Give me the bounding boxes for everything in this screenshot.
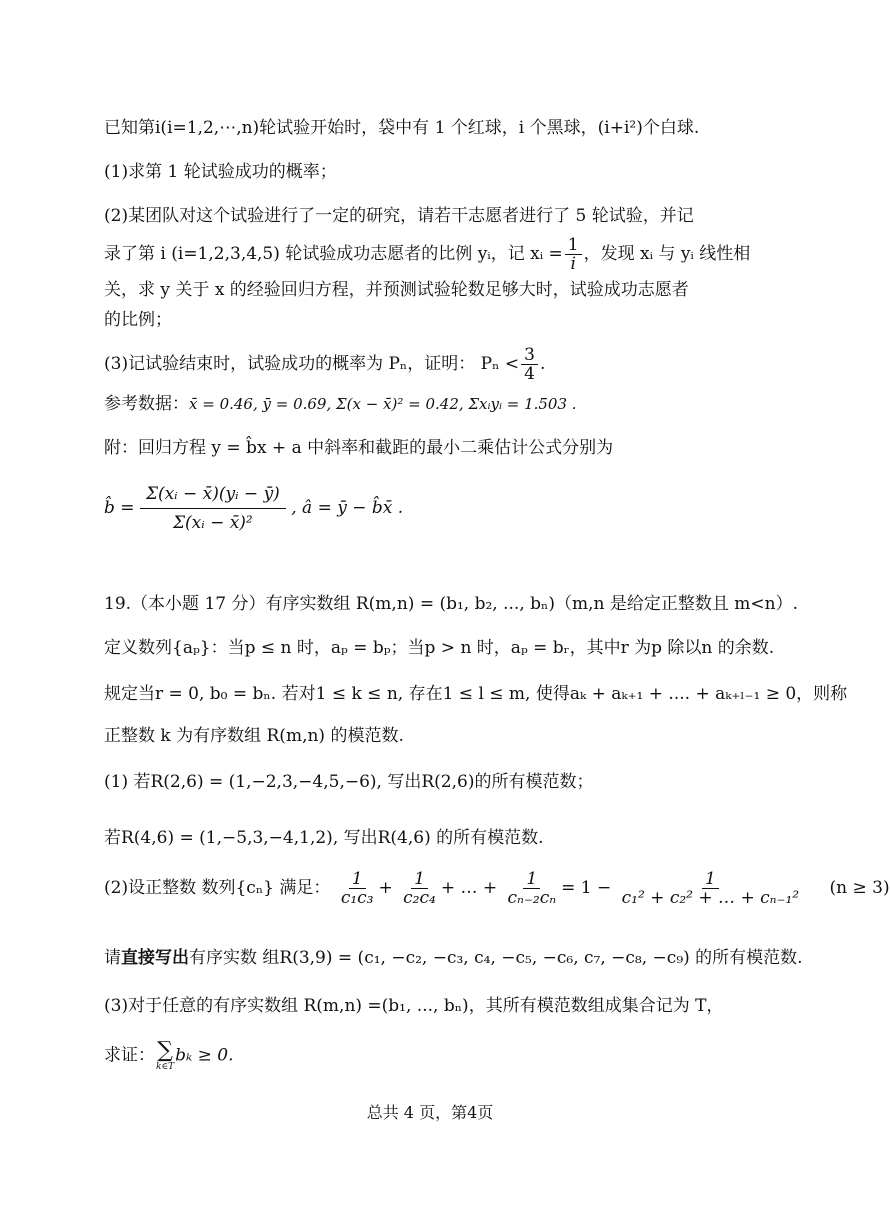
instruction-post: 有序实数 组R(3,9) = (c₁, −c₂, −c₃, c₄, −c₅, −c₆, c₇, −c₈, −c₉) 的所有模范数. [189, 948, 803, 968]
q19-line4: 正整数 k 为有序数组 R(m,n) 的模范数. [104, 726, 404, 746]
slope-fraction [140, 480, 286, 537]
q18-part2-line2 [104, 236, 820, 273]
q18-part2-line1: (2)某团队对这个试验进行了一定的研究，请若干志愿者进行了 5 轮试验，并记 [104, 206, 694, 226]
intercept-formula: , â = ȳ − b̂x̄ . [291, 498, 404, 518]
regression-formula: b̂ = $\frac{\text{Σ(xᵢ − x̄)(yᵢ − ȳ)}}{\text{Σ(xᵢ − x̄)²}}$ , â = ȳ − b̂x̄ . [104, 480, 820, 537]
q18-reference [104, 392, 820, 416]
page-footer: 总共 4 页，第4页 [366, 1103, 494, 1122]
slope-denominator: Σ(xᵢ − x̄)² [173, 513, 253, 533]
term-1: $\frac{1}{\text{c₁c₃}}$ [340, 869, 374, 908]
q18-note: 附：回归方程 y = b̂x + a 中斜率和截距的最小二乘估计公式分别为 [104, 438, 614, 458]
q18-part2-line3: 关，求 y 关于 x 的经验回归方程，并预测试验轮数足够大时，试验成功志愿者 [104, 280, 689, 300]
q19-part3: (3)对于任意的有序实数组 R(m,n) =(b₁, ..., bₙ)，其所有模范数组成集合记为 T， [104, 996, 724, 1016]
q19-part3-proof [104, 1040, 820, 1072]
proof-pre: 求证： [104, 1045, 155, 1066]
q19-line3: 规定当r = 0, b₀ = bₙ. 若对1 ≤ k ≤ n, 存在1 ≤ l ≤ m, 使得aₖ + aₖ₊₁ + .... + aₖ₊ₗ₋₁ ≥ 0，则称 [104, 684, 848, 704]
reference-label: 参考数据： [104, 394, 189, 414]
term-n: $\frac{1}{\text{cₙ₋₂cₙ}}$ [507, 869, 557, 908]
instruction-bold: 直接写出 [121, 948, 189, 968]
reference-values: x̄ = 0.46, ȳ = 0.69, Σ(x − x̄)² = 0.42, Σxᵢyᵢ = 1.503 . [189, 395, 577, 413]
slope-numerator: Σ(xᵢ − x̄)(yᵢ − ȳ) [140, 480, 286, 509]
q19-part2-condition: (n ≥ 3) [829, 878, 890, 898]
q19-line1: 19.（本小题 17 分）有序实数组 R(m,n) = (b₁, b₂, ..., bₙ)（m,n 是给定正整数且 m<n）. [104, 594, 798, 614]
q19-part2: (2)设正整数 数列{cₙ} 满足： $\frac{1}{\text{c₁c₃}}$ + $\frac{1}{\text{c₂c₄}}$ + … + $\frac{1}{\text{cₙ₋₂cₙ}}$ = 1 − $\frac{1}{\text{c₁² + c₂² + … + cₙ₋₁²}}$ (n ≥ 3) [104, 869, 890, 908]
instruction-pre: 请 [104, 948, 121, 968]
fraction-1-over-i: $\frac{1}{i}$ [565, 236, 582, 273]
q18-part2-line2-post: ，发现 xᵢ 与 yᵢ 线性相 [583, 244, 751, 264]
q18-part2-line4: 的比例； [104, 310, 172, 330]
q19-line2: 定义数列{aₚ}：当p ≤ n 时，aₚ = bₚ；当p > n 时，aₚ = bᵣ，其中r 为p 除以n 的余数. [104, 638, 775, 658]
q18-part2-line2-pre: 录了第 i (i=1,2,3,4,5) 轮试验成功志愿者的比例 yᵢ，记 xᵢ = [104, 244, 563, 264]
proof-post: bₖ ≥ 0. [175, 1045, 234, 1066]
fraction-3-over-4: $\frac{3}{4}$ [521, 346, 538, 383]
q19-part2-pre: (2)设正整数 数列{cₙ} 满足： [104, 878, 331, 898]
q18-intro: 已知第i(i=1,2,⋯,n)轮试验开始时，袋中有 1 个红球，i 个黑球，(i+i²)个白球. [104, 118, 700, 138]
rhs-fraction: $\frac{1}{\text{c₁² + c₂² + … + cₙ₋₁²}}$ [621, 869, 800, 908]
q18-part3: (3)记试验结束时，试验成功的概率为 Pₙ，证明： Pₙ < $\frac{3}{4}$ . [104, 345, 546, 384]
q19-part2-instruction [104, 946, 820, 970]
q18-part3-pre: (3)记试验结束时，试验成功的概率为 Pₙ，证明： Pₙ < [104, 354, 520, 374]
q18-part1: (1)求第 1 轮试验成功的概率； [104, 162, 337, 182]
q19-part1-b: 若R(4,6) = (1,−5,3,−4,1,2), 写出R(4,6) 的所有模范数. [104, 828, 544, 848]
term-2: $\frac{1}{\text{c₂c₄}}$ [403, 869, 436, 908]
sum-symbol: ∑ k∈T [156, 1038, 175, 1072]
q19-part1-a: (1) 若R(2,6) = (1,−2,3,−4,5,−6), 写出R(2,6)的所有模范数； [104, 772, 594, 792]
